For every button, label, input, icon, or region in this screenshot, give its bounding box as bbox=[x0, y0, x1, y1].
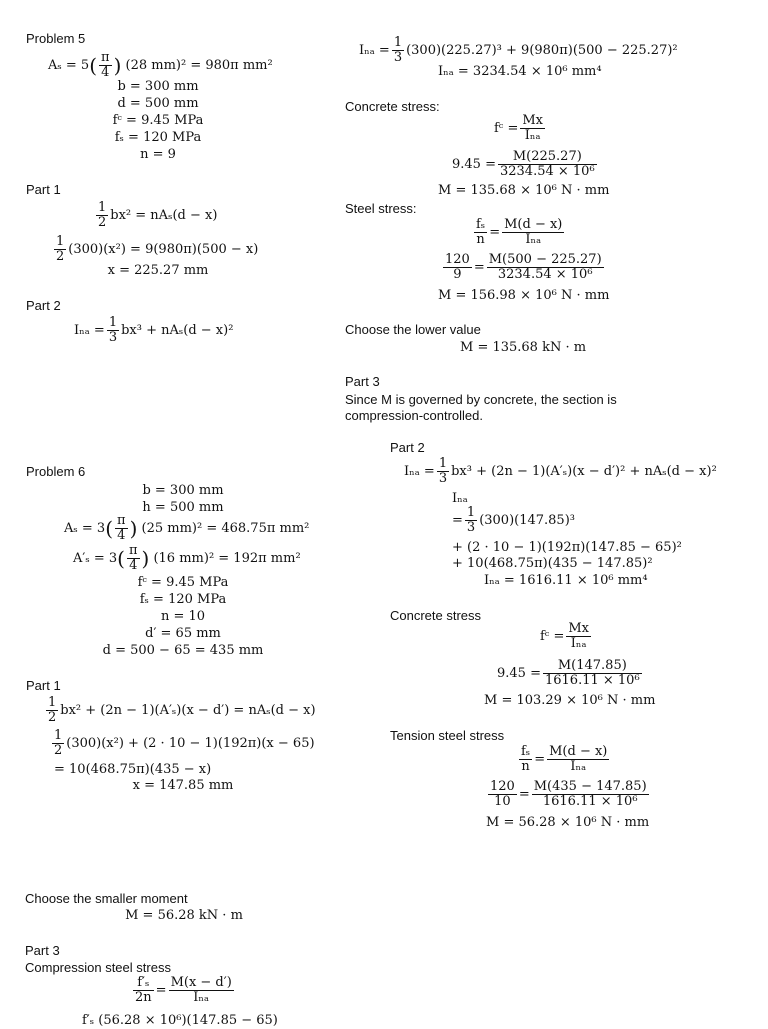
p6-part2-ina-formula: Iₙₐ = $\frac{1}{3}$ bx³ + (2n − 1)(A′ₛ)(x − d′)² + nAₛ(d − x)² bbox=[404, 456, 717, 486]
p6-part1-heading: Part 1 bbox=[26, 678, 61, 693]
p5-part1-eq2: $\frac{1}{2}$ (300)(x²) = 9(980π)(500 − x) bbox=[56, 234, 259, 264]
p6-part2-heading: Part 2 bbox=[390, 440, 425, 455]
p6-tension-values: $\frac{120}{10}$ = $\frac{M(435 - 147.85)}{\text{1616.11 × 10⁶}}$ bbox=[490, 779, 647, 809]
p5-part3-text: Since M is governed by concrete, the section is compression-controlled. bbox=[345, 392, 617, 423]
p6-concrete-values: 9.45 = $\frac{M(147.85)}{\text{1616.11 × 10⁶}}$ bbox=[497, 658, 640, 688]
p6-part3-heading: Part 3 bbox=[25, 943, 60, 958]
p6-part2-line3: = $\frac{1}{3}$ (300)(147.85)³ bbox=[452, 505, 575, 535]
p5-choose-label: Choose the lower value bbox=[345, 322, 481, 337]
p6-part2-line5: + 10(468.75π)(435 − 147.85)² bbox=[452, 556, 653, 571]
p5-ina-equation: Iₙₐ = $\frac{1}{3}$ (300)(225.27)³ + 9(980π)(500 − 225.27)² bbox=[359, 35, 678, 65]
p6-given-fc: fᶜ = 9.45 MPa bbox=[137, 575, 229, 590]
p5-given-d: d = 500 mm bbox=[117, 96, 199, 111]
p5-part3-heading: Part 3 bbox=[345, 374, 380, 389]
p5-part1-eq1: $\frac{1}{2}$ bx² = nAₛ(d − x) bbox=[98, 200, 218, 230]
p5-choose-value: M = 135.68 kN · m bbox=[460, 340, 587, 355]
p5-given-b: b = 300 mm bbox=[117, 79, 199, 94]
p5-steel-heading: Steel stress: bbox=[345, 201, 417, 216]
p5-steel-values: $\frac{120}{9}$ = $\frac{M(500 - 225.27)}{\text{3234.54 × 10⁶}}$ bbox=[445, 252, 602, 282]
p6-part2-line4: + (2 · 10 − 1)(192π)(147.85 − 65)² bbox=[452, 540, 682, 555]
p5-given-fc: fᶜ = 9.45 MPa bbox=[112, 113, 204, 128]
p6-part1-eq2-cont: = 10(468.75π)(435 − x) bbox=[54, 762, 212, 777]
p5-part2-heading: Part 2 bbox=[26, 298, 61, 313]
p6-given-h: h = 500 mm bbox=[142, 500, 224, 515]
p6-part2-result: Iₙₐ = 1616.11 × 10⁶ mm⁴ bbox=[484, 573, 648, 588]
p5-steel-result: M = 156.98 × 10⁶ N · mm bbox=[438, 288, 610, 303]
p6-tension-result: M = 56.28 × 10⁶ N · mm bbox=[486, 815, 650, 830]
p6-part3-eq: $\frac{\text{f′ₛ}}{2n}$ = $\frac{M(x - d')}{\text{Iₙₐ}}$ bbox=[135, 975, 232, 1005]
p6-part3-sub: Compression steel stress bbox=[25, 960, 171, 975]
p6-choose-value: M = 56.28 kN · m bbox=[125, 908, 243, 923]
p6-as-equation: Aₛ = 3( $\frac{\pi}{4}$ ) (25 mm)² = 468.75π mm² bbox=[64, 513, 310, 543]
problem6-heading: Problem 6 bbox=[26, 464, 86, 479]
problem5-heading: Problem 5 bbox=[26, 31, 86, 46]
p6-given-fs: fₛ = 120 MPa bbox=[139, 592, 227, 607]
p5-given-n: n = 9 bbox=[140, 147, 176, 162]
p5-concrete-formula: fᶜ = $\frac{Mx}{\text{Iₙₐ}}$ bbox=[494, 113, 543, 143]
p5-steel-formula: $\frac{\text{fₛ}}{n}$ = $\frac{M(d - x)}{\text{Iₙₐ}}$ bbox=[476, 217, 563, 247]
p6-given-dprime: d′ = 65 mm bbox=[145, 626, 221, 641]
p5-part2-ina-formula: Iₙₐ = $\frac{1}{3}$ bx³ + nAₛ(d − x)² bbox=[74, 315, 234, 345]
p5-concrete-values: 9.45 = $\frac{M(225.27)}{\text{3234.54 × 10⁶}}$ bbox=[452, 149, 595, 179]
p6-given-b: b = 300 mm bbox=[142, 483, 224, 498]
p6-given-d: d = 500 − 65 = 435 mm bbox=[102, 643, 264, 658]
p6-given-n: n = 10 bbox=[160, 609, 206, 624]
p6-part1-result: x = 147.85 mm bbox=[132, 778, 234, 793]
p6-tension-formula: $\frac{\text{fₛ}}{n}$ = $\frac{M(d - x)}{\text{Iₙₐ}}$ bbox=[521, 744, 608, 774]
p6-asp-equation: A′ₛ = 3( $\frac{\pi}{4}$ ) (16 mm)² = 192π mm² bbox=[73, 543, 301, 573]
p5-as-equation: Aₛ = 5( $\frac{\pi}{4}$ ) (28 mm)² = 980π mm² bbox=[48, 50, 273, 80]
p6-part2-ina-label: Iₙₐ bbox=[452, 491, 468, 506]
p5-part1-result: x = 225.27 mm bbox=[107, 263, 209, 278]
p6-concrete-result: M = 103.29 × 10⁶ N · mm bbox=[484, 693, 656, 708]
p5-part1-heading: Part 1 bbox=[26, 182, 61, 197]
p5-concrete-result: M = 135.68 × 10⁶ N · mm bbox=[438, 183, 610, 198]
p6-tension-heading: Tension steel stress bbox=[390, 728, 505, 743]
p5-concrete-heading: Concrete stress: bbox=[345, 99, 440, 114]
p6-part1-eq2: $\frac{1}{2}$ (300)(x²) + (2 · 10 − 1)(192π)(x − 65) bbox=[54, 728, 315, 758]
p5-given-fs: fₛ = 120 MPa bbox=[114, 130, 202, 145]
p6-part1-eq1: $\frac{1}{2}$ bx² + (2n − 1)(A′ₛ)(x − d′) = nAₛ(d − x) bbox=[48, 695, 316, 725]
p6-concrete-heading: Concrete stress bbox=[390, 608, 482, 623]
p6-choose-label: Choose the smaller moment bbox=[25, 891, 188, 906]
p6-concrete-formula: fᶜ = $\frac{Mx}{\text{Iₙₐ}}$ bbox=[540, 621, 589, 651]
p5-ina-result: Iₙₐ = 3234.54 × 10⁶ mm⁴ bbox=[438, 64, 602, 79]
p6-part3-cut-line: f′ₛ (56.28 × 10⁶)(147.85 − 65) bbox=[82, 1013, 278, 1028]
